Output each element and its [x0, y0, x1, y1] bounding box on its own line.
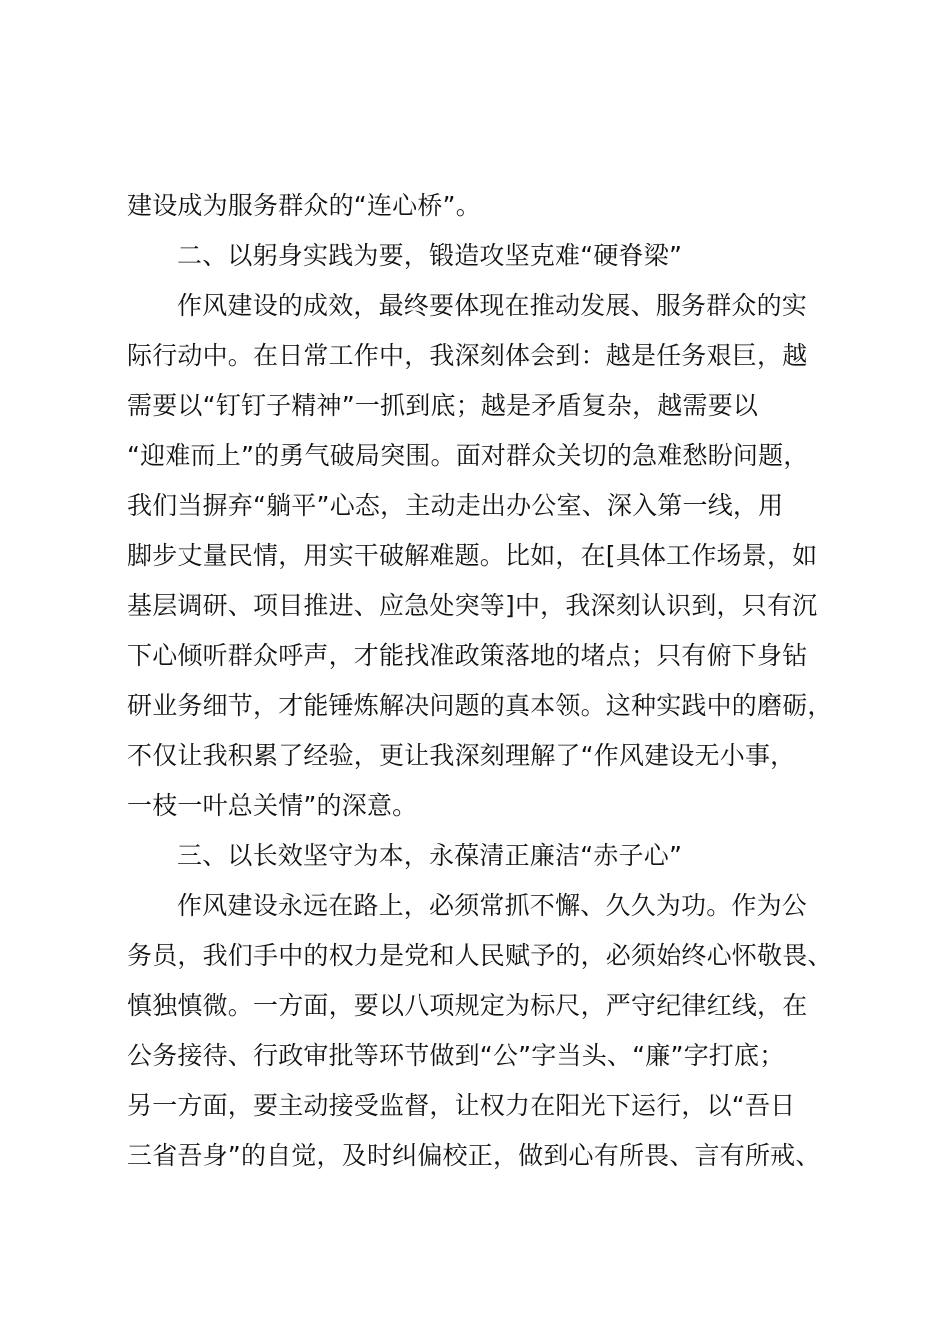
text-line: 务员，我们手中的权力是党和人民赋予的，必须始终心怀敬畏、	[127, 941, 833, 970]
text-line: 另一方面，要主动接受监督，让权力在阳光下运行，以“吾日	[127, 1091, 796, 1120]
text-line: 慎独慎微。一方面，要以八项规定为标尺，严守纪律红线，在	[127, 991, 808, 1020]
text-line: 作风建设永远在路上，必须常抓不懈、久久为功。作为公	[177, 891, 808, 920]
text-line: 需要以“钉钉子精神”一抓到底；越是矛盾复杂，越需要以	[127, 391, 759, 420]
text-line: 研业务细节，才能锤炼解决问题的真本领。这种实践中的磨砺，	[127, 691, 833, 720]
text-line: 基层调研、项目推进、应急处突等]中，我深刻认识到，只有沉	[127, 591, 818, 620]
text-line: “迎难而上”的勇气破局突围。面对群众关切的急难愁盼问题，	[127, 441, 809, 470]
section-heading: 三、以长效坚守为本，永葆清正廉洁“赤子心”	[177, 841, 683, 870]
text-line: 我们当摒弃“躺平”心态，主动走出办公室、深入第一线，用	[127, 491, 784, 520]
text-line: 际行动中。在日常工作中，我深刻体会到：越是任务艰巨，越	[127, 341, 808, 370]
text-line: 脚步丈量民情，用实干破解难题。比如，在[具体工作场景，如	[127, 541, 818, 570]
text-line: 不仅让我积累了经验，更让我深刻理解了“作风建设无小事，	[127, 741, 796, 770]
section-heading: 二、以躬身实践为要，锻造攻坚克难“硬脊梁”	[177, 241, 683, 270]
text-line: 建设成为服务群众的“连心桥”。	[127, 191, 481, 220]
text-line: 一枝一叶总关情”的深意。	[127, 791, 418, 820]
text-line: 三省吾身”的自觉，及时纠偏校正，做到心有所畏、言有所戒、	[127, 1141, 821, 1170]
text-line: 下心倾听群众呼声，才能找准政策落地的堵点；只有俯下身钻	[127, 641, 808, 670]
text-line: 公务接待、行政审批等环节做到“公”字当头、“廉”字打底；	[127, 1041, 785, 1070]
text-line: 作风建设的成效，最终要体现在推动发展、服务群众的实	[177, 291, 808, 320]
